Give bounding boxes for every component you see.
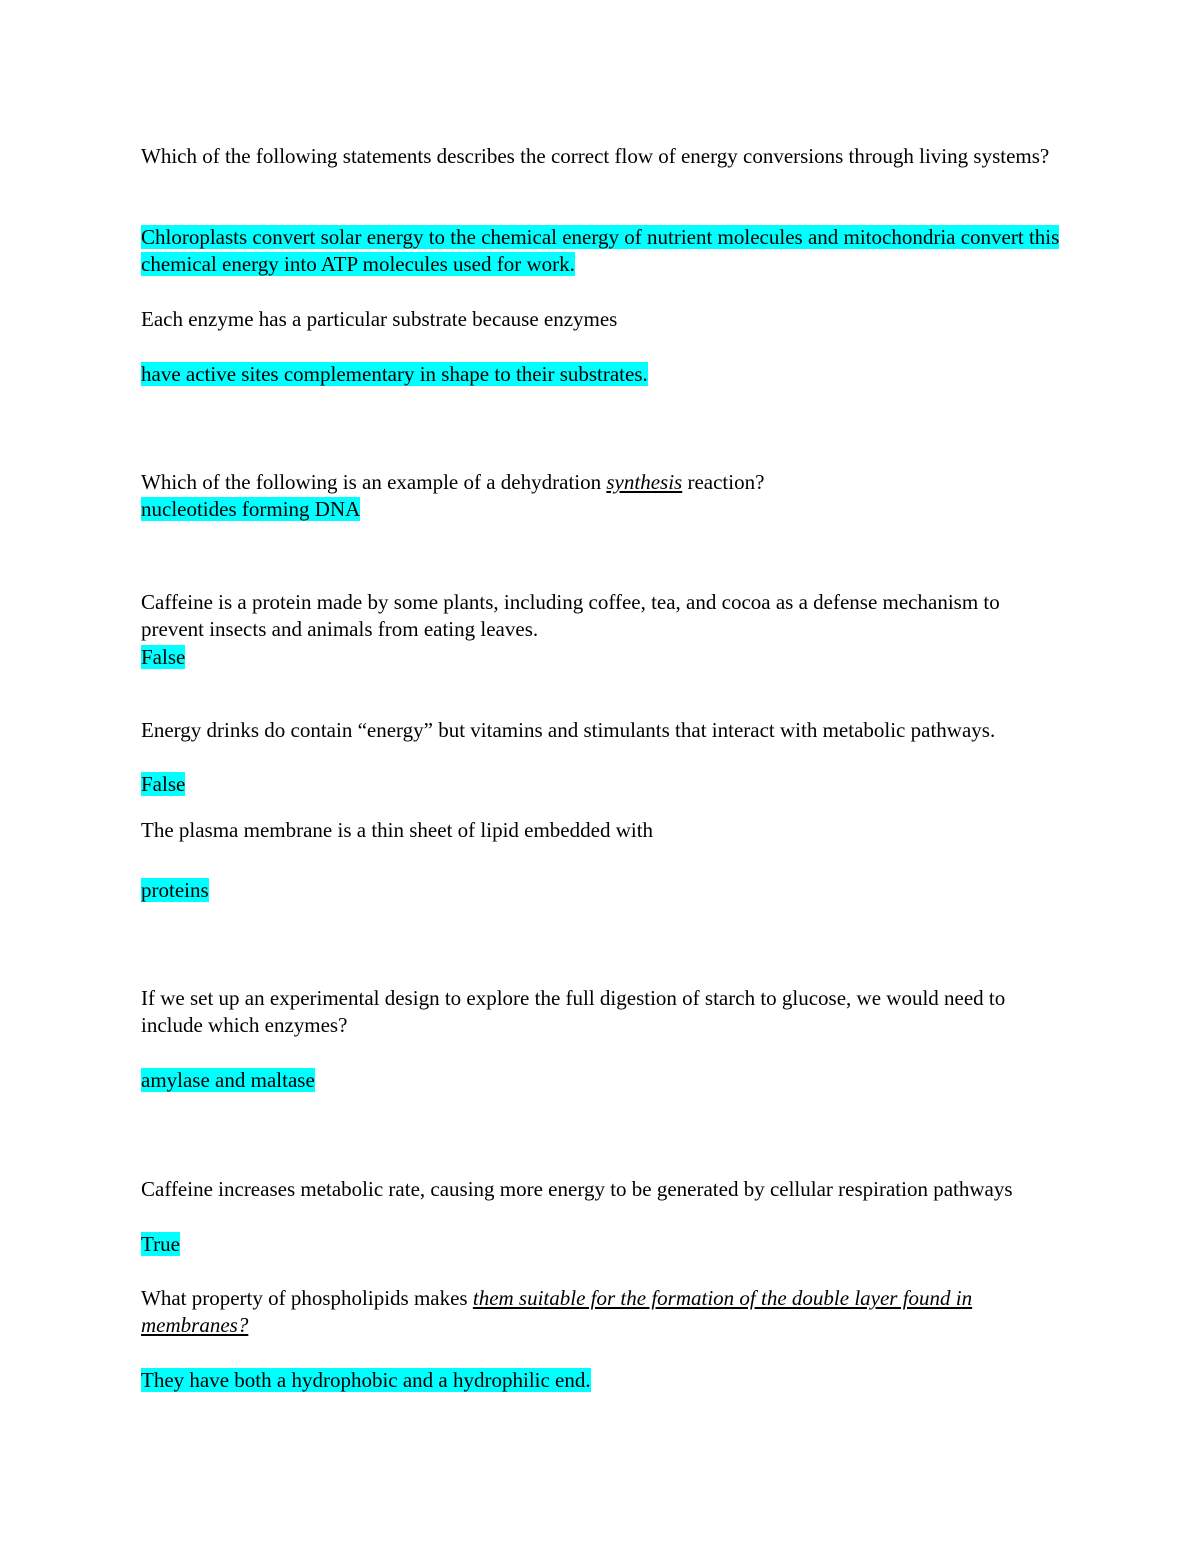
question-9	[141, 1285, 1061, 1339]
answer-6-highlight: proteins	[141, 878, 209, 902]
question-3-text-end: reaction?	[682, 470, 765, 494]
question-3-emphasis: synthesis	[606, 470, 683, 494]
answer-3	[141, 496, 1061, 523]
answer-4	[141, 644, 1061, 671]
answer-6	[141, 877, 1061, 904]
question-2: Each enzyme has a particular substrate because enzymes	[141, 307, 618, 331]
answer-9-highlight: They have both a hydrophobic and a hydrophilic end.	[141, 1368, 591, 1392]
question-3	[141, 469, 1061, 496]
question-6: The plasma membrane is a thin sheet of lipid embedded with	[141, 818, 654, 842]
answer-4-highlight: False	[141, 645, 186, 669]
answer-8	[141, 1231, 1061, 1258]
question-8: Caffeine increases metabolic rate, causing more energy to be generated by cellular respiration pathways	[141, 1177, 1013, 1201]
answer-5	[141, 771, 1061, 798]
answer-1-highlight: Chloroplasts convert solar energy to the chemical energy of nutrient molecules and mitochondria convert this chemical energy into ATP molecules used for work.	[141, 225, 1060, 276]
question-1: Which of the following statements describes the correct flow of energy conversions through living systems?	[141, 144, 1050, 168]
question-5: Energy drinks do contain “energy” but vitamins and stimulants that interact with metabolic pathways.	[141, 718, 996, 742]
answer-9	[141, 1367, 1061, 1394]
question-7: If we set up an experimental design to explore the full digestion of starch to glucose, we would need to include which enzymes?	[141, 986, 1006, 1037]
question-9-emphasis: them suitable for the formation of the double layer found in membranes?	[141, 1286, 973, 1337]
answer-2	[141, 361, 1061, 388]
answer-5-highlight: False	[141, 772, 186, 796]
answer-7	[141, 1067, 1061, 1094]
answer-1	[141, 224, 1061, 278]
question-4: Caffeine is a protein made by some plants, including coffee, tea, and cocoa as a defense mechanism to prevent insects and animals from eating leaves.	[141, 590, 1000, 641]
answer-3-highlight: nucleotides forming DNA	[141, 497, 361, 521]
answer-8-highlight: True	[141, 1232, 180, 1256]
answer-7-highlight: amylase and maltase	[141, 1068, 315, 1092]
question-3-text-start: Which of the following is an example of a dehydration	[141, 470, 607, 494]
question-9-text-start: What property of phospholipids makes	[141, 1286, 473, 1310]
answer-2-highlight: have active sites complementary in shape to their substrates.	[141, 362, 648, 386]
